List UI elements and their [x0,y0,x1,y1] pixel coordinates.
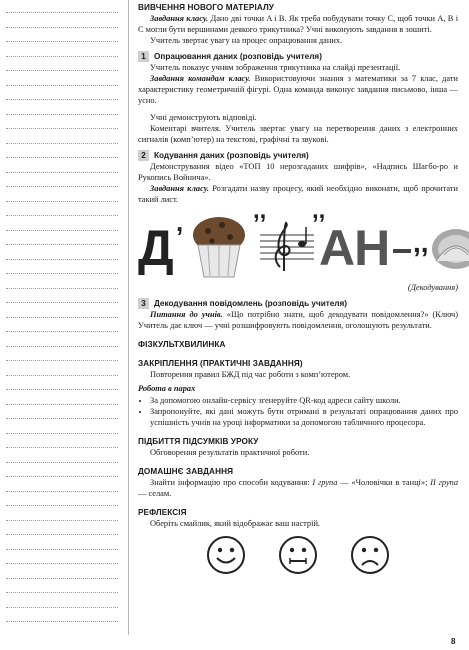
summary-paragraph: Обговорення результатів практичної роботи. [150,448,310,457]
step-1-answers: Учні демонструють відповіді. [150,113,257,122]
step-1-paragraph: Учитель показує учням зображення трикутника на слайді презентації. [150,63,401,72]
note-line [6,99,118,100]
section-heading-summary: ПІДБИТТЯ ПІДСУМКІВ УРОКУ [138,437,259,446]
note-line [6,288,118,289]
rebus-dash [393,249,411,253]
rebus-comma: , [176,207,184,237]
step-2-paragraph: Демонстрування відео «ТОП 10 нерозгаданих шифрів», «Надпись Шагбо-ро и Рукопись Войнича». [138,162,458,182]
section-heading-reflection: РЕФЛЕКСІЯ [138,508,187,517]
step-1-comments: Коментарі вчителя. Учитель звертає увагу на перетворення даних з електронних сигналів (комп’ютер) на текстові, графічні та звукові. [138,124,458,144]
task-paragraph: Завдання класу. Дано дві точки A і B. Як треба побудувати точку C, щоб точки A, B і C могли бути вершинами деякого трикутника? Учні виконують завдання в зошиті. [138,14,459,34]
note-line [6,520,118,521]
note-line [6,143,118,144]
reflection-paragraph: Оберіть смайлик, який відображає ваш настрій. [150,519,321,528]
section-heading-practice: ЗАКРІПЛЕННЯ (ПРАКТИЧНІ ЗАВДАННЯ) [138,359,303,368]
margin-divider [128,0,129,635]
note-line [6,128,118,129]
note-line [6,157,118,158]
note-line [6,172,118,173]
homework-paragraph: Знайти інформацію про способи кодування: I група — «Чоловічки в танці»; II група — селам. [138,478,459,498]
list-item: • За допомогою онлайн-сервісу згенеруйте QR-код адреси сайту школи. [150,395,458,406]
step-number: 1 [138,51,149,62]
step-3-heading: 3 Декодування повідомлень (розповідь учителя) [138,298,458,309]
note-line [6,578,118,579]
section-heading-homework: ДОМАШНЄ ЗАВДАННЯ [138,467,234,476]
section-heading-physical: ФІЗКУЛЬТХВИЛИНКА [138,340,226,349]
step-1-task: Завдання командам класу. Використовуючи знання з математики за 7 клас, дати характеристику геометричній фігурі. Одна команда виконує завдання письмово, інша — усно. [138,74,459,105]
notes-margin [0,0,120,650]
note-line [6,375,118,376]
step-number: 3 [138,298,149,309]
note-line [6,462,118,463]
note-line [6,433,118,434]
step-3-paragraph: Питання до учнів. «Що потрібно знати, щоб декодувати повідомлення?» (Ключ) Учитель дає ключ — учні розшифровують повідомлення, оголошують результати. [138,310,459,330]
note-line [6,215,118,216]
step-1-heading: 1 Опрацювання даних (розповідь учителя) [138,51,458,62]
note-line [6,201,118,202]
rebus-letter-d: Д [138,220,174,276]
note-line [6,534,118,535]
rebus-letters-an: АН [319,220,390,276]
note-line [6,505,118,506]
practice-list [138,395,458,428]
note-line [6,244,118,245]
note-line [6,70,118,71]
rebus-apostrophes: ,, [253,197,267,224]
muffin-image [190,213,248,279]
lesson-content [138,2,458,579]
note-line [6,476,118,477]
rebus-answer: (Декодування) [407,283,458,292]
note-line [6,302,118,303]
note-line [6,12,118,13]
neutral-smiley-icon[interactable] [278,535,318,575]
happy-smiley-icon[interactable] [206,535,246,575]
teacher-note: Учитель звертає увагу на процес опрацювання даних. [150,36,343,45]
rebus-apostrophes: ,, [312,197,326,224]
melon-image [430,221,469,273]
note-line [6,563,118,564]
note-line [6,549,118,550]
note-line [6,389,118,390]
note-line [6,404,118,405]
note-line [6,85,118,86]
pairs-label: Робота в парах [138,384,196,393]
note-line [6,418,118,419]
rebus-puzzle [138,197,458,293]
note-line [6,360,118,361]
note-line [6,259,118,260]
note-line [6,331,118,332]
music-staff-image [260,221,314,273]
smiley-row [138,535,458,579]
note-line [6,186,118,187]
note-line [6,27,118,28]
note-line [6,346,118,347]
note-line [6,317,118,318]
note-line [6,607,118,608]
step-2-task: Завдання класу. Розгадати назву процесу, який необхідно виконати, щоб прочитати такий лист. [138,184,459,204]
note-line [6,592,118,593]
practice-paragraph: Повторення правил БЖД під час роботи з комп’ютером. [150,370,351,379]
note-line [6,230,118,231]
note-line [6,447,118,448]
note-line [6,621,118,622]
sad-smiley-icon[interactable] [350,535,390,575]
note-line [6,56,118,57]
rebus-quote: ,, [413,227,429,258]
page-number: 8 [451,637,456,646]
step-2-heading: 2 Кодування даних (розповідь учителя) [138,150,458,161]
step-number: 2 [138,150,149,161]
note-line [6,273,118,274]
note-line [6,41,118,42]
section-heading-new-material: ВИВЧЕННЯ НОВОГО МАТЕРІАЛУ [138,3,275,12]
list-item: • Запропонуйте, які дані можуть бути отримані в результаті опрацювання даних про успішність учнів на уроці інформатики за допомогою табличного процесора. [150,406,458,428]
note-line [6,114,118,115]
note-line [6,491,118,492]
